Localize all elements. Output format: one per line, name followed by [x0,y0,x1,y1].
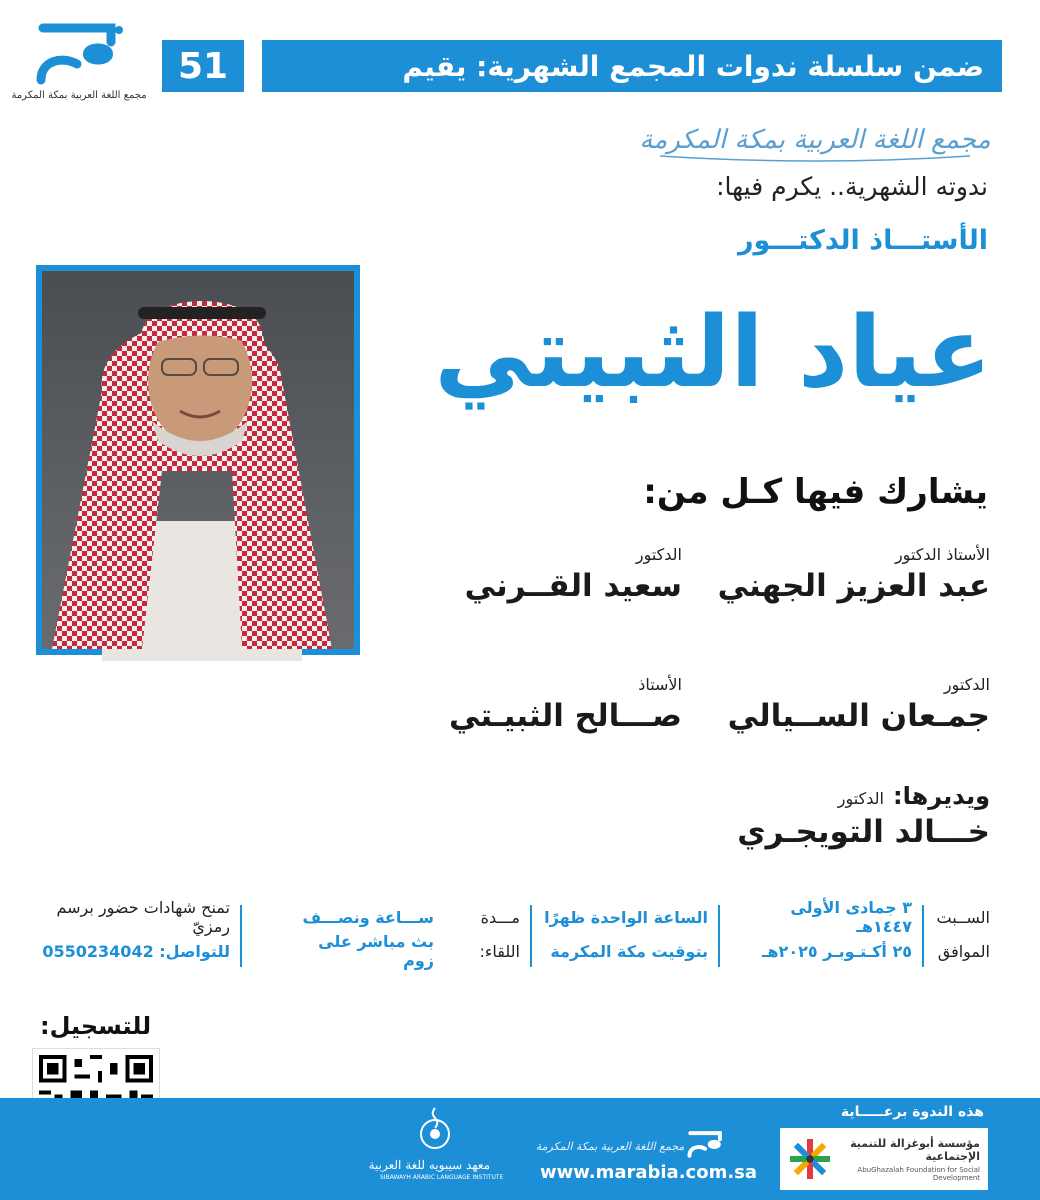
moderator-title: الدكتور [837,789,884,808]
participant-name: عبد العزيز الجهني [717,568,990,604]
duration: ســـاعة ونصـــف [302,907,434,927]
footer-academy-name: مجمع اللغة العربية بمكة المكرمة [535,1140,685,1153]
participant-title: الدكتور [943,675,990,694]
intro-line: ندوته الشهرية.. يكرم فيها: [716,172,988,201]
academy-logo-icon [33,20,125,86]
greg-date: ٢٥ أكـتـوبـر ٢٠٢٥هـ [761,941,912,961]
participant-3 [728,675,990,734]
calligraphy-title [639,108,991,166]
participant-1 [718,545,990,604]
top-banner: ضمن سلسلة ندوات المجمع الشهرية: يقيم [262,40,1002,92]
sponsor-name-en: AbuGhazalah Foundation for Social Development [857,1165,980,1182]
divider [240,905,242,967]
match-label: الموافق [937,941,990,961]
footer-logo-icon [686,1129,726,1159]
institute-emblem-icon [415,1104,455,1152]
participant-name: جمـعان الســيالي [727,698,990,734]
contact-info [30,900,230,968]
date-values [732,900,912,968]
contact-phone[interactable]: للتواصل: 0550234042 [42,941,230,961]
moderator [737,782,990,850]
meeting-label: اللقاء: [479,941,520,961]
participants-heading: يشارك فيها كـل من: [643,472,988,512]
academy-logo [11,20,147,132]
footer-academy-logo [535,1126,734,1162]
time-info [538,900,708,968]
honoree-title: الأستـــاذ الدكتـــور [737,225,988,256]
participant-name: سعيد القــرني [464,568,682,604]
divider [530,905,532,967]
logo-caption: مجمع اللغة العربية بمكة المكرمة [11,90,147,101]
day-label: الســبت [936,907,990,927]
participant-title: الأستاذ [638,675,682,694]
participant-name: صـــالح الثبيـتي [449,698,682,734]
participant-title: الدكتور [635,545,682,564]
participant-title: الأستاذ الدكتور [894,545,990,564]
duration-label: مـــدة [480,907,520,927]
institute-name-en: SIBAWAYH ARABIC LANGUAGE INSTITUTE [380,1174,504,1181]
register-label: للتسجيل: [40,1012,152,1040]
calligraphy-text: مجمع اللغة العربية بمكة المكرمة [639,125,991,155]
sponsor-label: هذه الندوة برعـــــاية [840,1104,984,1120]
institute-logo [368,1104,504,1194]
divider [718,905,720,967]
certificates-note: تمنح شهادات حضور برسم رمزيّ [56,898,230,936]
honoree-photo [42,271,354,649]
hijri-date: ٣ جمادى الأولى ١٤٤٧هـ [790,898,912,936]
sponsor-star-icon [788,1137,832,1181]
honoree-photo-frame [36,265,360,655]
sponsor-logo [780,1128,988,1190]
moderator-name: خـــالد التويجـري [737,814,990,850]
moderator-label: ويديرها: [893,782,990,810]
broadcast: بث مباشر على زوم [318,932,434,970]
time: الساعة الواحدة ظهرًا [544,907,708,927]
website-link[interactable]: www.marabia.com.sa [540,1162,758,1183]
participant-2 [465,545,682,604]
honoree-name: عياد الثبيتي [434,296,992,410]
sponsor-name-ar: مؤسسة أبوغزالة للتنمية الإجتماعية [850,1136,980,1163]
duration-values [294,900,434,968]
duration-labels [438,900,520,968]
participant-4 [449,675,682,734]
timezone: بتوقيت مكة المكرمة [550,941,708,961]
series-number: 51 [162,40,244,92]
divider [922,905,924,967]
institute-name-ar: معهد سيبويه للغة العربية [368,1158,490,1172]
